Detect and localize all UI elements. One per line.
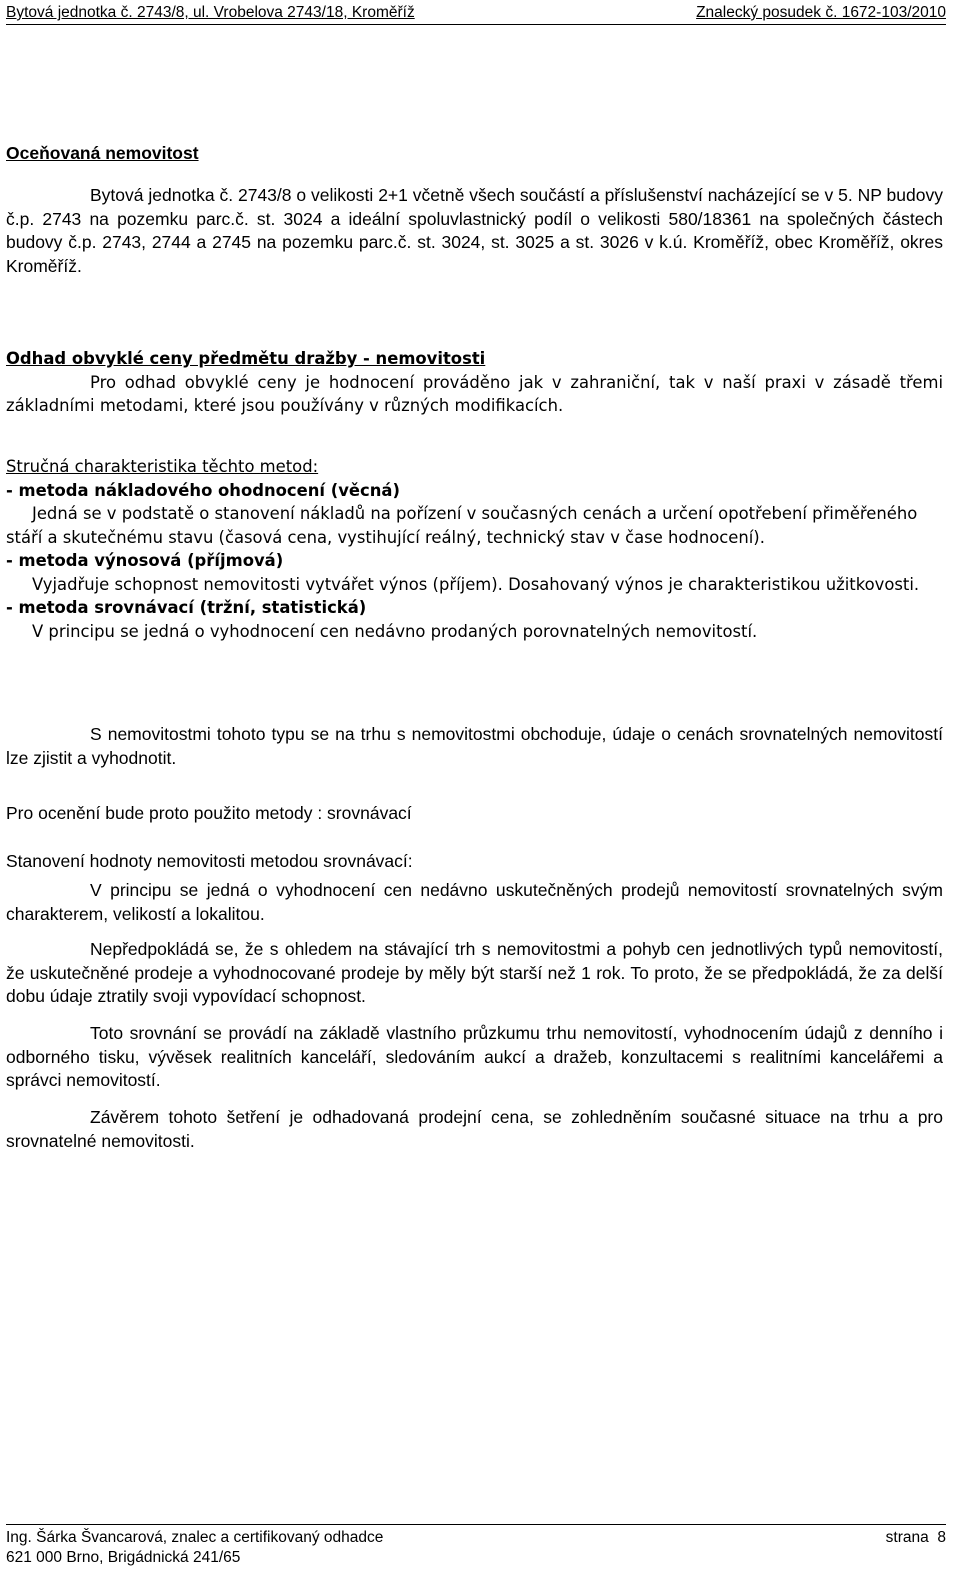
comparative-paragraph [6, 1022, 943, 1093]
methods-heading: Stručná charakteristika těchto metod: [6, 457, 319, 476]
page-label: strana [885, 1529, 929, 1546]
footer-address: 621 000 Brno, Brigádnická 241/65 [6, 1549, 241, 1566]
comparative-paragraph [6, 938, 943, 1009]
comparative-text: Závěrem tohoto šetření je odhadovaná prodejní cena, se zohledněním současné situace na trhu a pro srovnatelné nemovitosti. [6, 1107, 943, 1151]
footer-author: Ing. Šárka Švancarová, znalec a certifikovaný odhadce [6, 1529, 384, 1546]
market-paragraph [6, 723, 943, 770]
comparative-paragraph [6, 879, 943, 926]
method-used: Pro ocenění bude proto použito metody : srovnávací [6, 803, 412, 823]
estimate-heading: Odhad obvyklé ceny předmětu dražby - nemovitosti [6, 349, 486, 368]
page-number-value: 8 [937, 1529, 946, 1546]
comparative-text: V principu se jedná o vyhodnocení cen nedávno uskutečněných prodejů nemovitostí srovnatelných svým charakterem, velikostí a lokalitou. [6, 880, 943, 924]
market-text: S nemovitostmi tohoto typu se na trhu s nemovitostmi obchoduje, údaje o cenách srovnatelných nemovitostí lze zjistit a vyhodnotit. [6, 724, 943, 768]
section-title: Oceňovaná nemovitost [6, 143, 199, 163]
comparative-heading: Stanovení hodnoty nemovitosti metodou srovnávací: [6, 851, 413, 871]
method-title: - metoda výnosová (příjmová) [6, 551, 284, 570]
header-report-number: Znalecký posudek č. 1672-103/2010 [696, 4, 946, 21]
estimate-section [6, 347, 943, 418]
page-footer [6, 1524, 946, 1589]
method-text: Vyjadřuje schopnost nemovitosti vytvářet výnos (příjem). Dosahovaný výnos je charakteristikou užitkovosti. [32, 574, 920, 594]
method-title: - metoda nákladového ohodnocení (věcná) [6, 480, 400, 500]
property-description-text: Bytová jednotka č. 2743/8 o velikosti 2+1 včetně všech součástí a příslušenství nacházející se v 5. NP budovy č.p. 2743 na pozemku parc.č. st. 3024 a ideální spoluvlastnický podíl o velikosti 580/18361 na společných částech budovy č.p. 2743, 2744 a 2745 na pozemku parc.č. st. 3024, st. 3025 a st. 3026 v k.ú. Kroměříž, obec Kroměříž, okres Kroměříž. [6, 185, 943, 276]
method-text: Jedná se v podstatě o stanovení nákladů na pořízení v současných cenách a určení opotřebení přiměřeného stáří a skutečnému stavu (časová cena, vystihující reálný, technický stav v čase hodnocení). [6, 504, 918, 547]
method-text: V principu se jedná o vyhodnocení cen nedávno prodaných porovnatelných nemovitostí. [32, 621, 758, 641]
comparative-text: Toto srovnání se provádí na základě vlastního průzkumu trhu nemovitostí, vyhodnocením údajů z denního i odborného tisku, vývěsek realitních kanceláří, sledováním aukcí a dražeb, konzultacemi s realitními kancelářemi a správci nemovitostí. [6, 1023, 943, 1090]
comparative-text: Nepředpokládá se, že s ohledem na stávající trh s nemovitostmi a pohyb cen jednotlivých typů nemovitostí, že uskutečněné prodeje a vyhodnocované prodeje by měly být starší než 1 rok. To proto, že se předpokládá, že za delší dobu údaje ztratily svoji vypovídací schopnost. [6, 939, 943, 1006]
property-description [6, 184, 943, 278]
header-property-ref: Bytová jednotka č. 2743/8, ul. Vrobelova 2743/18, Kroměříž [6, 4, 415, 21]
comparative-paragraph [6, 1106, 943, 1153]
estimate-text: Pro odhad obvyklé ceny je hodnocení prováděno jak v zahraniční, tak v naší praxi v zásadě třemi základními metodami, které jsou používány v různých modifikacích. [6, 372, 943, 415]
methods-section [6, 455, 943, 643]
method-title: - metoda srovnávací (tržní, statistická) [6, 598, 367, 617]
page-header [6, 2, 946, 25]
page-number [886, 1529, 946, 1547]
